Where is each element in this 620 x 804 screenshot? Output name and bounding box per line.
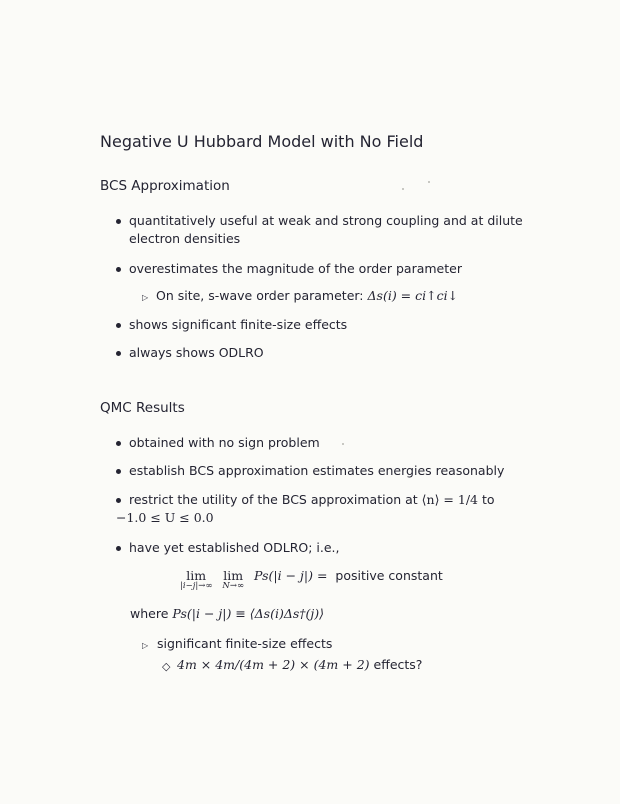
diamond-icon: ◇ — [162, 660, 171, 673]
correlation-expression: Ps(|i − j|) = — [254, 568, 328, 583]
equation-rhs: positive constant — [335, 568, 443, 583]
limit-operator-1: lim |i−j|→∞ — [180, 568, 213, 591]
qmc-heading: QMC Results — [100, 400, 185, 416]
bullet-icon — [116, 351, 121, 356]
page-title: Negative U Hubbard Model with No Field — [100, 132, 424, 151]
bcs-bullet-2: overestimates the magnitude of the order parameter — [129, 261, 462, 276]
bcs-heading: BCS Approximation — [100, 178, 230, 194]
where-definition: where Ps(|i − j|) ≡ ⟨Δs(i)Δs†(j)⟩ — [130, 606, 325, 621]
bcs-bullet-1-line1: quantitatively useful at weak and strong coupling and at dilute — [129, 213, 523, 228]
qmc-bullet-2: establish BCS approximation estimates energies reasonably — [129, 463, 505, 478]
order-parameter-label: On site, s-wave order parameter: — [156, 288, 364, 303]
bcs-bullet-1 — [129, 212, 523, 248]
qmc-bullet-3 — [116, 491, 495, 527]
limit-equation — [180, 568, 443, 591]
scan-speck — [428, 181, 430, 183]
correlation-definition: Ps(|i − j|) ≡ ⟨Δs(i)Δs†(j)⟩ — [172, 606, 325, 621]
bullet-icon — [116, 219, 121, 224]
bcs-sub-bullet — [156, 287, 458, 305]
lattice-size-formula: 4m × 4m/(4m + 2) × (4m + 2) — [177, 657, 370, 672]
triangle-right-icon: ▷ — [142, 293, 149, 302]
density-formula: ⟨n⟩ = 1/4 — [421, 492, 478, 507]
bullet-icon — [116, 267, 121, 272]
qmc-bullet-3-line1: restrict the utility of the BCS approximation at ⟨n⟩ = 1/4 to — [129, 492, 495, 507]
bullet-icon — [116, 323, 121, 328]
qmc-bullet-4: have yet established ODLRO; i.e., — [129, 540, 340, 555]
bullet-icon — [116, 498, 121, 503]
scan-speck — [342, 443, 344, 445]
qmc-bullet-1: obtained with no sign problem — [129, 435, 320, 450]
limit-operator-2: lim N→∞ — [222, 568, 245, 591]
bullet-icon — [116, 441, 121, 446]
u-range-formula: −1.0 ≤ U ≤ 0.0 — [116, 510, 214, 525]
bullet-icon — [116, 546, 121, 551]
triangle-right-icon: ▷ — [142, 641, 149, 650]
qmc-sub-bullet-1: significant finite-size effects — [157, 636, 333, 651]
scan-speck — [402, 188, 404, 190]
order-parameter-formula: Δs(i) = ci↑ci↓ — [367, 288, 459, 303]
bcs-bullet-1-line2: electron densities — [129, 231, 241, 246]
bullet-icon — [116, 469, 121, 474]
bcs-bullet-4: always shows ODLRO — [129, 345, 264, 360]
qmc-bullet-3-line2 — [116, 509, 495, 527]
bcs-bullet-3: shows significant finite-size effects — [129, 317, 348, 332]
qmc-sub-sub-bullet: 4m × 4m/(4m + 2) × (4m + 2) effects? — [177, 657, 423, 672]
